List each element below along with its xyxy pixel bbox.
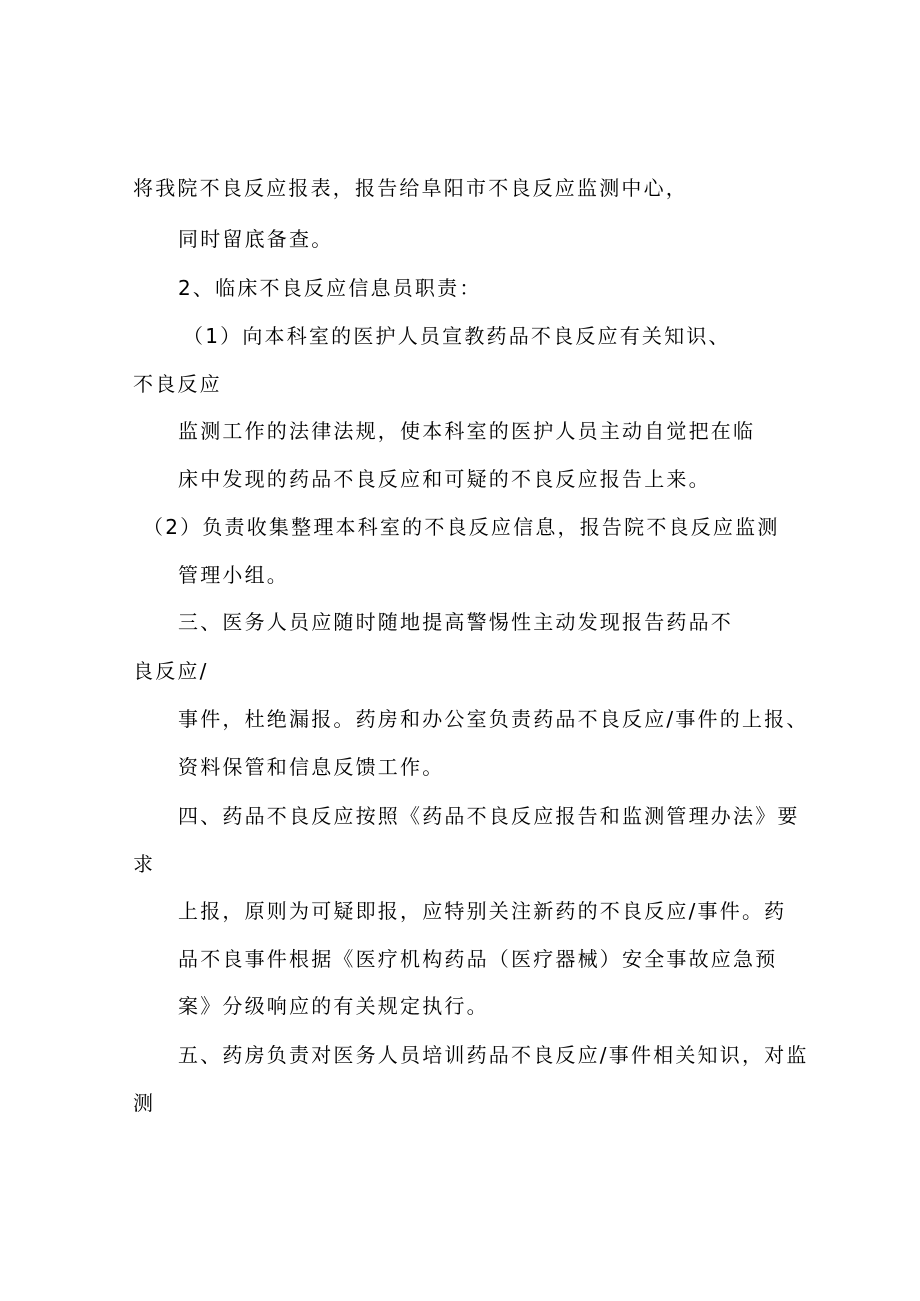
text-line: 2、临床不良反应信息员职责： xyxy=(178,276,482,300)
text-line: 测 xyxy=(133,1091,156,1115)
text-line: （1）向本科室的医护人员宣教药品不良反应有关知识、 xyxy=(183,324,731,348)
text-line: 事件，杜绝漏报。药房和办公室负责药品不良反应/事件的上报、 xyxy=(178,707,809,731)
text-line: 监测工作的法律法规，使本科室的医护人员主动自觉把在临 xyxy=(178,419,756,443)
text-line: 四、药品不良反应按照《药品不良反应报告和监测管理办法》要 xyxy=(178,804,800,828)
text-line: 不良反应 xyxy=(133,372,222,396)
text-line: 床中发现的药品不良反应和可疑的不良反应报告上来。 xyxy=(178,467,711,491)
text-line: 管理小组。 xyxy=(178,563,289,587)
text-line: 上报，原则为可疑即报，应特别关注新药的不良反应/事件。药 xyxy=(178,899,787,923)
text-line: 三、医务人员应随时随地提高警惕性主动发现报告药品不 xyxy=(178,610,733,634)
text-line: 五、药房负责对医务人员培训药品不良反应/事件相关知识，对监 xyxy=(178,1043,809,1067)
text-line: （2）负责收集整理本科室的不良反应信息，报告院不良反应监测 xyxy=(143,515,780,539)
text-line: 将我院不良反应报表，报告给阜阳市不良反应监测中心， xyxy=(133,176,688,200)
text-line: 良反应/ xyxy=(133,659,209,683)
text-line: 案》分级响应的有关规定执行。 xyxy=(178,994,489,1018)
text-line: 品不良事件根据《医疗机构药品（医疗器械）安全事故应急预 xyxy=(178,947,778,971)
text-line: 同时留底备查。 xyxy=(178,227,334,251)
text-line: 资料保管和信息反馈工作。 xyxy=(178,755,445,779)
text-line: 求 xyxy=(133,852,156,876)
